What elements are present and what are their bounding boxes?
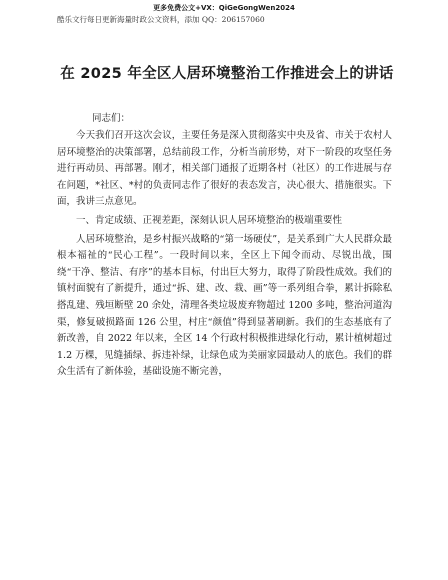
salutation: 同志们： (92, 113, 131, 124)
document-title: 在 2025 年全区人居环境整治工作推进会上的讲话 (60, 66, 394, 82)
document-body (57, 128, 392, 383)
paragraph-intro: 今天我们召开这次会议，主要任务是深入贯彻落实中央及省、市关于农村人居环境整治的决策部署，总结前段工作，分析当前形势，对下一阶段的攻坚任务进行再动员、再部署。刚才，相关部门通报了近期各村（社区）的工作进展与存在问题，*社区、*村的负责同志作了很好的表态发言，决心很大、措施很实。下面，我讲三点意见。 (57, 130, 392, 208)
paragraph-achievements: 人居环境整治，是乡村振兴战略的“第一场硬仗”，是关系到广大人民群众最根本福祉的“民心工程”。一段时间以来，全区上下闻令而动、尽锐出战，围绕“干净、整洁、有序”的基本目标，付出巨大努力，取得了阶段性成效。我们的镇村面貌有了新提升，通过“拆、建、改、栽、画”等一系列组合拳，累计拆除私搭乱建、残垣断壁 20 余处，清理各类垃圾废弃物超过 1200 多吨，整治河道沟渠，修复破损路面 126 公里，村庄“颜值”得到显著刷新。我们的生态基底有了新改善，自 2022 年以来，全区 14 个行政村积极推进绿化行动，累计植树超过 1.2 万棵，见缝插绿、拆违补绿，让绿色成为美丽家园最动人的底色。我们的群众生活有了新体验，基础设施不断完善， (57, 233, 392, 378)
header-note: 酷乐文行每日更新海量时政公文资料，添加 QQ：206157060 (57, 15, 265, 24)
top-banner: 更多免费公文+VX：QiGeGongWen2024 (153, 4, 295, 12)
section-heading-1: 一、肯定成绩、正视差距，深刻认识人居环境整治的极端重要性 (76, 214, 343, 226)
